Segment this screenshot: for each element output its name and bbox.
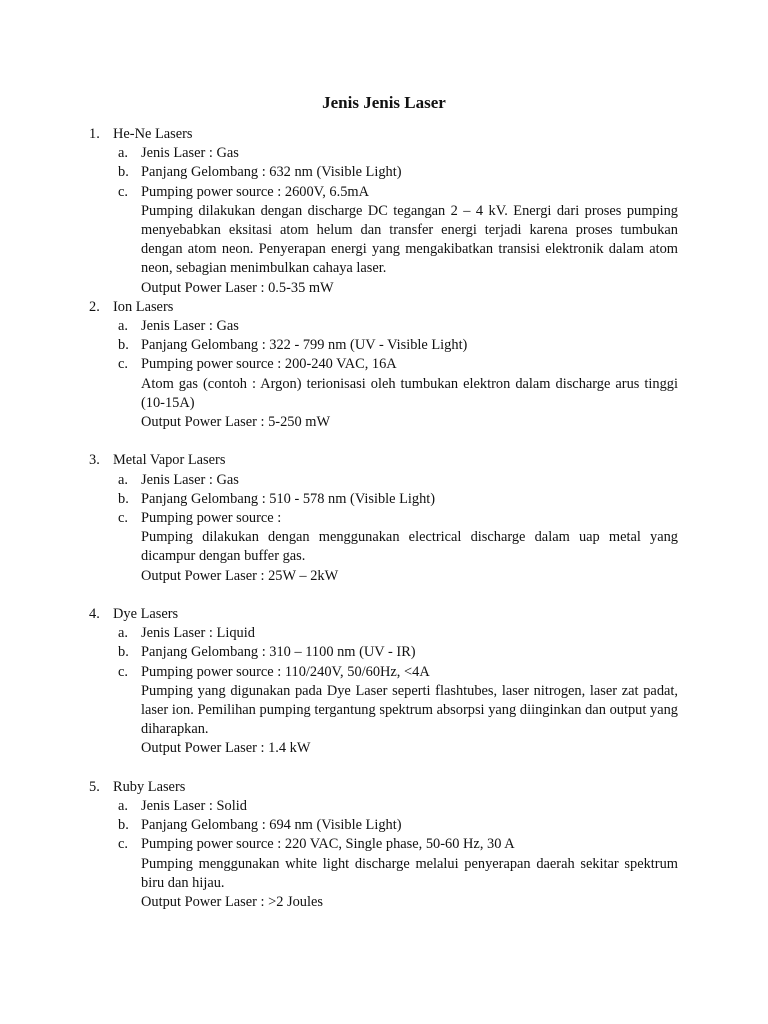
sub-item-a — [0, 317, 768, 336]
output-power: Output Power Laser : 1.4 kW — [141, 740, 311, 757]
laser-type: Jenis Laser : Gas — [141, 145, 239, 162]
sub-letter: a. — [118, 145, 128, 162]
output-power: Output Power Laser : 5-250 mW — [141, 414, 331, 431]
item-heading: He-Ne Lasers — [113, 126, 193, 142]
item-number: 3. — [89, 452, 100, 469]
sub-letter: b. — [118, 164, 129, 181]
list-item-ion — [0, 298, 768, 432]
pumping-source: Pumping power source : — [141, 510, 282, 527]
wavelength: Panjang Gelombang : 510 - 578 nm (Visible Light) — [141, 490, 436, 507]
sub-letter: b. — [118, 337, 129, 354]
sub-letter: c. — [118, 836, 128, 853]
sub-item-a — [0, 797, 768, 816]
item-number: 2. — [89, 298, 100, 315]
sub-letter: a. — [118, 798, 128, 815]
item-heading: Ruby Lasers — [113, 778, 186, 795]
pumping-source: Pumping power source : 110/240V, 50/60Hz, <4A — [141, 663, 430, 680]
laser-type: Jenis Laser : Liquid — [141, 625, 255, 642]
sub-item-a — [0, 144, 768, 163]
description: Pumping yang digunakan pada Dye Laser seperti flashtubes, laser nitrogen, laser zat padat, laser ion. Pemilihan pumping tergantung spektrum absorpsi yang diinginkan dan output yang diharapkan. — [141, 682, 678, 738]
description: Pumping menggunakan white light discharge melalui penyerapan daerah sekitar spektrum biru dan hijau. — [141, 855, 678, 891]
sub-item-c — [0, 509, 768, 528]
laser-type: Jenis Laser : Gas — [141, 471, 239, 488]
pumping-source: Pumping power source : 2600V, 6.5mA — [141, 183, 369, 200]
list-item-metal-vapor — [0, 451, 768, 585]
description: Pumping dilakukan dengan menggunakan electrical discharge dalam uap metal yang dicampur dengan buffer gas. — [141, 529, 678, 565]
sub-item-c — [0, 835, 768, 854]
sub-letter: a. — [118, 625, 128, 642]
page-title: Jenis Jenis Laser — [322, 93, 446, 112]
sub-item-c — [0, 355, 768, 374]
sub-letter: b. — [118, 490, 129, 507]
list-item-he-ne — [0, 125, 768, 298]
sub-item-b — [0, 336, 768, 355]
sub-letter: b. — [118, 817, 129, 834]
wavelength: Panjang Gelombang : 322 - 799 nm (UV - Visible Light) — [141, 337, 468, 354]
sub-letter: c. — [118, 183, 128, 200]
sub-item-a — [0, 624, 768, 643]
pumping-source: Pumping power source : 200-240 VAC, 16A — [141, 356, 397, 373]
sub-letter: a. — [118, 471, 128, 488]
description: Atom gas (contoh : Argon) terionisasi oleh tumbukan elektron dalam discharge arus tinggi (10-15A) — [141, 375, 678, 411]
sub-item-b — [0, 643, 768, 662]
sub-letter: b. — [118, 644, 129, 661]
item-number: 4. — [89, 606, 100, 623]
sub-item-b — [0, 163, 768, 182]
sub-item-c — [0, 663, 768, 682]
sub-item-b — [0, 816, 768, 835]
wavelength: Panjang Gelombang : 694 nm (Visible Light) — [141, 817, 402, 834]
laser-type: Jenis Laser : Solid — [141, 798, 247, 815]
description: Pumping dilakukan dengan discharge DC tegangan 2 – 4 kV. Energi dari proses pumping menyebabkan eksitasi atom helum dan transfer energi terjadi karena proses tumbukan dengan atom neon. Penyerapan energi yang mengakibatkan transisi elektronik dalam atom neon, sebagian menimbulkan cahaya laser. — [141, 202, 678, 277]
list-item-dye — [0, 605, 768, 759]
item-heading: Metal Vapor Lasers — [113, 452, 226, 469]
sub-letter: c. — [118, 356, 128, 373]
sub-item-b — [0, 490, 768, 509]
laser-list — [0, 125, 768, 912]
item-heading: Ion Lasers — [113, 298, 174, 315]
sub-item-c — [0, 183, 768, 202]
output-power: Output Power Laser : 25W – 2kW — [141, 567, 339, 584]
output-power: Output Power Laser : >2 Joules — [141, 894, 323, 911]
item-heading: Dye Lasers — [113, 606, 179, 623]
sub-letter: c. — [118, 510, 128, 527]
list-item-ruby — [0, 778, 768, 912]
wavelength: Panjang Gelombang : 310 – 1100 nm (UV - IR) — [141, 644, 416, 661]
pumping-source: Pumping power source : 220 VAC, Single phase, 50-60 Hz, 30 A — [141, 836, 515, 853]
item-number: 1. — [89, 126, 100, 142]
sub-letter: c. — [118, 663, 128, 680]
item-number: 5. — [89, 778, 100, 795]
sub-letter: a. — [118, 318, 128, 335]
wavelength: Panjang Gelombang : 632 nm (Visible Light) — [141, 164, 402, 181]
output-power: Output Power Laser : 0.5-35 mW — [141, 279, 334, 296]
sub-item-a — [0, 471, 768, 490]
laser-type: Jenis Laser : Gas — [141, 318, 239, 335]
